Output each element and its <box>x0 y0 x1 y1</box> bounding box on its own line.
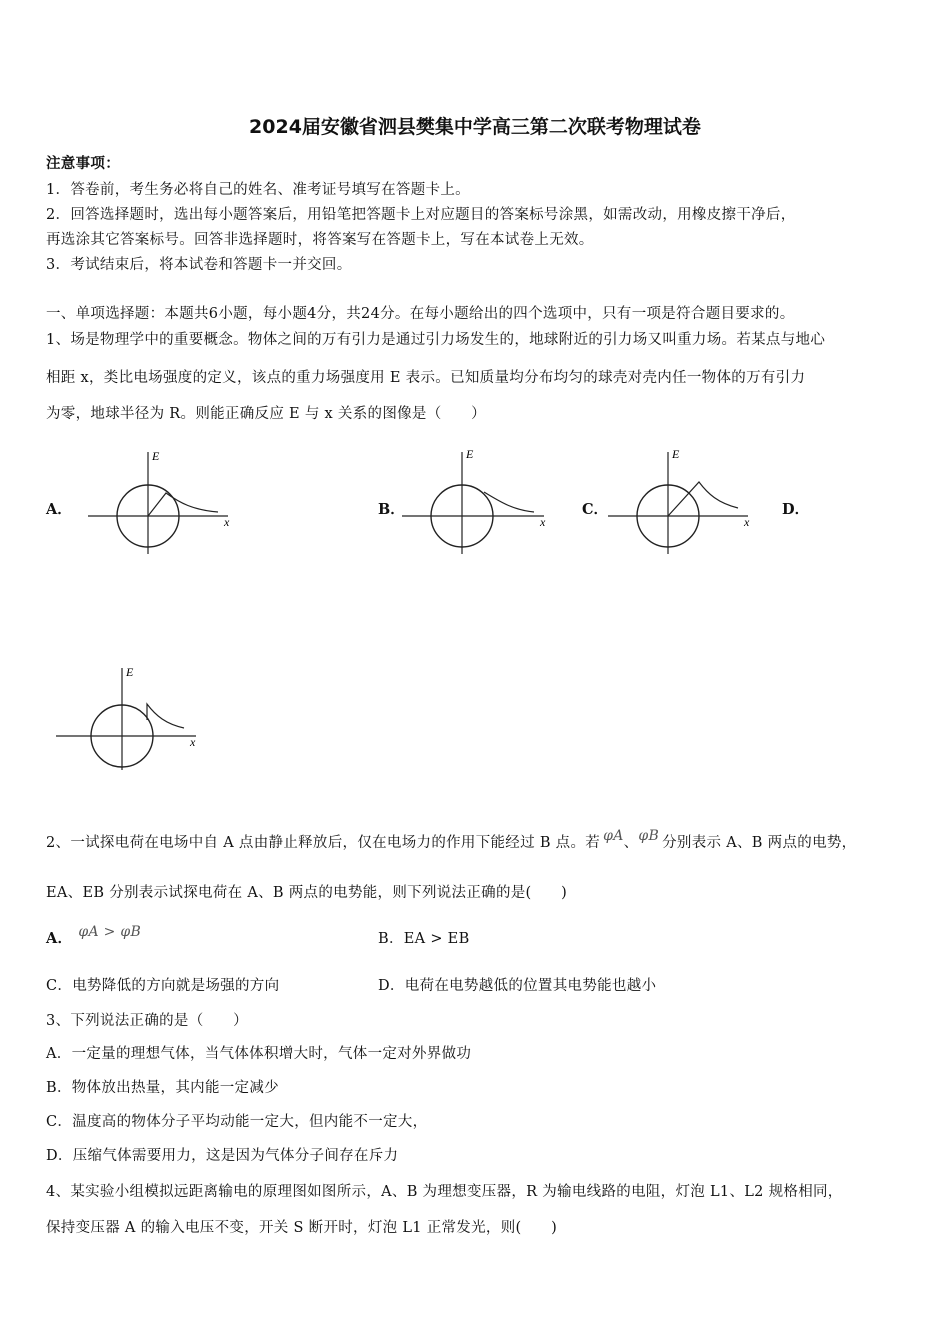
graph-d-x-label: x <box>190 735 196 749</box>
graph-c <box>608 448 758 558</box>
q2-stem-part2: 分别表示 A、B 两点的电势， <box>662 835 857 851</box>
notice-item: 3．考试结束后，将本试卷和答题卡一并交回。 <box>46 257 352 273</box>
graph-b-y-label: E <box>466 447 474 461</box>
q1-option-b-label[interactable]: B． <box>378 501 405 518</box>
graph-c-y-label: E <box>672 447 680 461</box>
page-title: 2024届安徽省泗县樊集中学高三第二次联考物理试卷 <box>249 116 701 138</box>
phi-b-symbol: φB <box>638 828 660 844</box>
notice-item: 再选涂其它答案标号。回答非选择题时，将答案写在答题卡上，写在本试卷上无效。 <box>46 232 594 248</box>
question-1-stem: 为零，地球半径为 R。则能正确反应 E 与 x 关系的图像是（ ） <box>46 406 486 422</box>
notice-item: 2．回答选择题时，选出每小题答案后，用铅笔把答题卡上对应题目的答案标号涂黑，如需改动，用橡皮擦干净后， <box>46 207 796 223</box>
q2-option-a-label: A． <box>46 930 73 947</box>
question-3-stem: 3、下列说法正确的是（ ） <box>46 1013 248 1029</box>
question-2-stem-line2: EA、EB 分别表示试探电荷在 A、B 两点的电势能，则下列说法正确的是( ) <box>46 885 568 901</box>
q3-option-a[interactable]: A．一定量的理想气体，当气体体积增大时，气体一定对外界做功 <box>46 1046 472 1062</box>
graph-b <box>402 448 552 558</box>
graph-b-x-label: x <box>540 515 546 529</box>
q3-option-b[interactable]: B．物体放出热量，其内能一定减少 <box>46 1080 279 1096</box>
graph-a <box>88 448 238 558</box>
notice-heading: 注意事项： <box>46 155 120 172</box>
question-1-stem: 1、场是物理学中的重要概念。物体之间的万有引力是通过引力场发生的，地球附近的引力场又叫重力场。若某点与地心 <box>46 332 826 348</box>
question-4-stem: 保持变压器 A 的输入电压不变，开关 S 断开时，灯泡 L1 正常发光，则( ) <box>46 1220 558 1236</box>
graph-d <box>56 664 206 774</box>
graph-a-y-label: E <box>152 449 160 463</box>
notice-item: 1．答卷前，考生务必将自己的姓名、准考证号填写在答题卡上。 <box>46 182 470 198</box>
graph-c-x-label: x <box>744 515 750 529</box>
question-2-stem <box>46 828 857 852</box>
q1-option-c-label[interactable]: C． <box>582 501 609 518</box>
q2-option-b[interactable]: B．EA > EB <box>378 931 470 947</box>
q2-option-c[interactable]: C．电势降低的方向就是场强的方向 <box>46 978 280 994</box>
q3-option-d[interactable]: D．压缩气体需要用力，这是因为气体分子间存在斥力 <box>46 1148 399 1164</box>
q2-option-a[interactable] <box>46 924 142 948</box>
graph-d-y-label: E <box>126 665 134 679</box>
q2-option-d[interactable]: D．电荷在电势越低的位置其电势能也越小 <box>378 978 657 994</box>
q2-option-a-text: φA > φB <box>78 924 142 940</box>
q2-separator: 、 <box>623 835 639 851</box>
q2-stem-part1: 2、一试探电荷在电场中自 A 点由静止释放后，仅在电场力的作用下能经过 B 点。若 <box>46 835 601 851</box>
question-4-stem: 4、某实验小组模拟远距离输电的原理图如图所示，A、B 为理想变压器，R 为输电线路的电阻，灯泡 L1、L2 规格相同， <box>46 1184 843 1200</box>
phi-a-symbol: φA <box>603 828 624 844</box>
q1-option-d-label[interactable]: D． <box>782 501 810 518</box>
q3-option-c[interactable]: C．温度高的物体分子平均动能一定大，但内能不一定大， <box>46 1114 428 1130</box>
q1-option-a-label[interactable]: A． <box>46 501 72 518</box>
graph-a-x-label: x <box>224 515 230 529</box>
question-1-stem: 相距 x，类比电场强度的定义，该点的重力场强度用 E 表示。已知质量均分布均匀的球壳对壳内任一物体的万有引力 <box>46 370 806 386</box>
section-heading: 一、单项选择题：本题共6小题，每小题4分，共24分。在每小题给出的四个选项中，只有一项是符合题目要求的。 <box>46 306 795 322</box>
